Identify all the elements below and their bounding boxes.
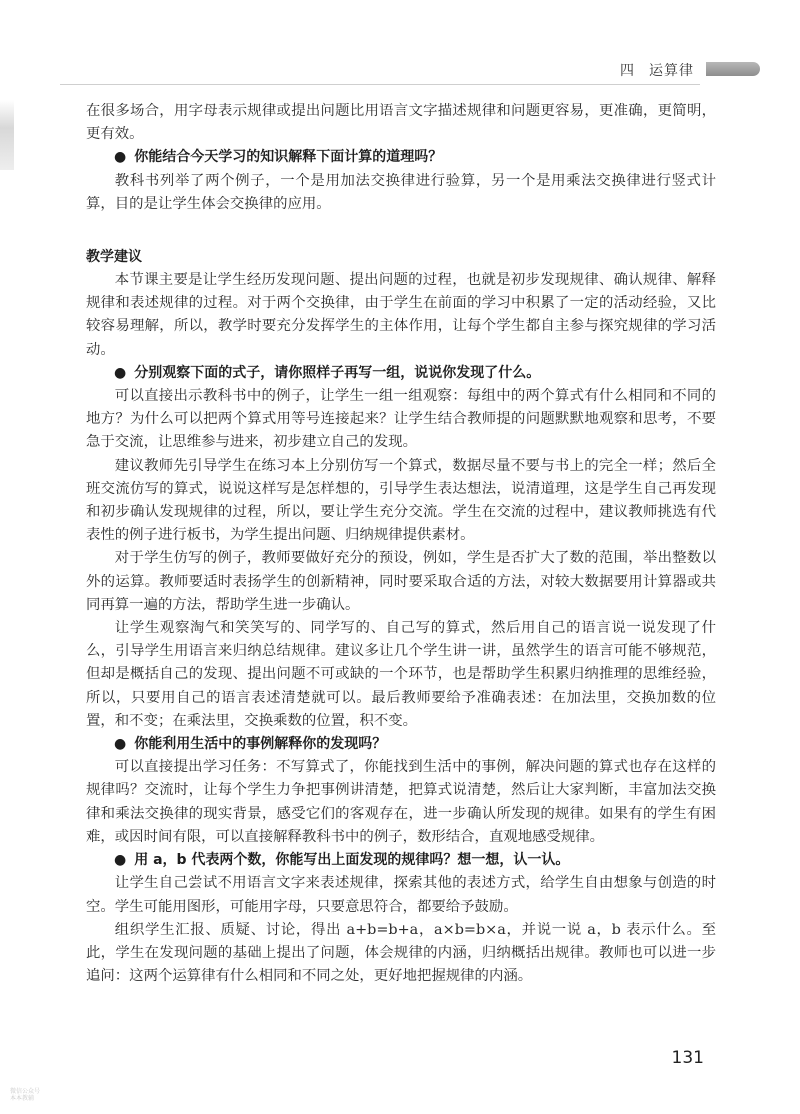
page-number: 131 [671,1048,704,1068]
page-edge-shade [0,100,14,170]
paragraph: 组织学生汇报、质疑、讨论，得出 a+b=b+a，a×b=b×a，并说一说 a，b 表示什么。至此，学生在发现问题的基础上提出了问题，体会规律的内涵，归纳概括出规律。教师也可以进一步追问：这两个运算律有什么相同和不同之处，更好地把握规律的内涵。 [86,921,716,985]
chapter-header [620,60,694,80]
paragraph: 可以直接提出学习任务：不写算式了，你能找到生活中的事例，解决问题的算式也存在这样的规律吗？交流时，让每个学生力争把事例讲清楚，把算式说清楚，然后让大家判断，丰富加法交换律和乘法交换律的现实背景，感受它们的客观存在，进一步确认所发现的规律。如果有的学生有困难，或因时间有限，可以直接解释教科书中的例子，数形结合，直观地感受规律。 [86,759,716,845]
bullet-question [86,733,716,756]
bullet-text: 你能结合今天学习的知识解释下面计算的道理吗？ [134,149,443,166]
watermark-line: 本本教辅 [10,1095,35,1102]
section-heading: 教学建议 [86,249,142,266]
paragraph: 可以直接出示教科书中的例子，让学生一组一组观察：每组中的两个算式有什么相同和不同的地方？为什么可以把两个算式用等号连接起来？让学生结合教师提的问题默默地观察和思考，不要急于交流，让思维参与进来，初步建立自己的发现。 [86,388,716,451]
bullet-question [86,362,716,385]
bullet-text: 用 a，b 代表两个数，你能写出上面发现的规律吗？想一想，认一认。 [134,852,570,869]
paragraph: 让学生自己尝试不用语言文字来表述规律，探索其他的表述方式，给学生自由想象与创造的时空。学生可能用图形，可能用字母，只要意思符合，都要给予鼓励。 [86,875,716,915]
bullet-question [86,146,716,169]
bullet-text: 分别观察下面的式子，请你照样子再写一组，说说你发现了什么。 [134,364,541,381]
watermark-line: 微信公众号 [10,1088,41,1095]
watermark [10,1088,40,1102]
bullet-dot-icon: ● [114,149,127,166]
bullet-dot-icon: ● [114,736,127,753]
bullet-dot-icon: ● [114,364,127,381]
bullet-dot-icon: ● [114,852,127,869]
paragraph: 让学生观察淘气和笑笑写的、同学写的、自己写的算式，然后用自己的语言说一说发现了什么，引导学生用语言来归纳总结规律。建议多让几个学生讲一讲，虽然学生的语言可能不够规范，但却是概括自己的发现、提出问题不可或缺的一个环节，也是帮助学生积累归纳推理的思维经验，所以，只要用自己的语言表述清楚就可以。最后教师要给予准确表述：在加法里，交换加数的位置，和不变；在乘法里，交换乘数的位置，积不变。 [86,620,716,729]
body-text [86,100,716,988]
paragraph: 建议教师先引导学生在练习本上分别仿写一个算式，数据尽量不要与书上的完全一样；然后全班交流仿写的算式，说说这样写是怎样想的，引导学生表达想法，说清道理，这是学生自己再发现和初步确认发现规律的过程，所以，要让学生充分交流。学生在交流的过程中，建议教师挑选有代表性的例子进行板书，为学生提出问题、归纳规律提供素材。 [86,457,716,544]
header-divider [60,84,700,85]
paragraph: 本节课主要是让学生经历发现问题、提出问题的过程，也就是初步发现规律、确认规律、解释规律和表述规律的过程。对于两个交换律，由于学生在前面的学习中积累了一定的活动经验，又比较容易理解，所以，教学时要充分发挥学生的主体作用，让每个学生都自主参与探究规律的学习活动。 [86,272,716,358]
paragraph: 在很多场合，用字母表示规律或提出问题比用语言文字描述规律和问题更容易，更准确，更简明，更有效。 [86,103,716,143]
paragraph: 对于学生仿写的例子，教师要做好充分的预设，例如，学生是否扩大了数的范围，举出整数以外的运算。教师要适时表扬学生的创新精神，同时要采取合适的方法，对较大数据要用计算器或共同再算一遍的方法，帮助学生进一步确认。 [86,550,716,613]
bullet-text: 你能利用生活中的事例解释你的发现吗？ [134,736,387,753]
bullet-question [86,849,716,872]
chapter-number: 四 [620,63,635,79]
chapter-tab-decoration [706,62,760,76]
paragraph: 教科书列举了两个例子，一个是用加法交换律进行验算，另一个是用乘法交换律进行竖式计算，目的是让学生体会交换律的应用。 [86,172,716,212]
chapter-title: 运算律 [649,63,694,79]
